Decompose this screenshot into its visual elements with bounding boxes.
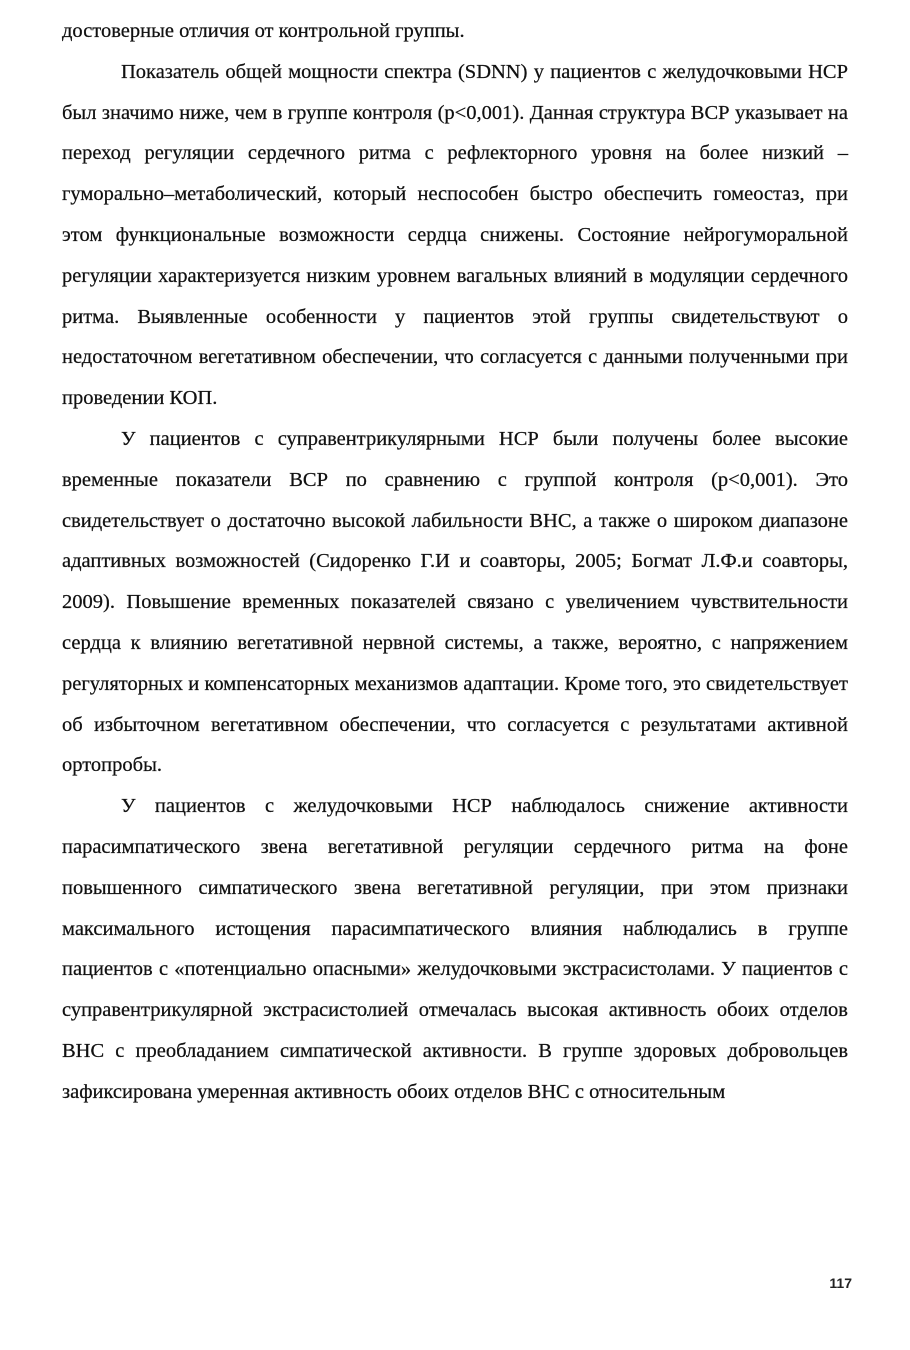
paragraph-ventricular: У пациентов с желудочковыми НСР наблюдалось снижение активности парасимпатического звена вегетативной регуляции сердечного ритма на фоне повышенного симпатического звена вегетативной регуляции, при этом признаки максимального истощения парасимпатического влияния наблюдались в группе пациентов с «потенциально опасными» желудочковыми экстрасистолами. У пациентов с суправентрикулярной экстрасистолией отмечалась высокая активность обоих отделов ВНС с преобладанием симпатической активности. В группе здоровых добровольцев зафиксирована умеренная активность обоих отделов ВНС с относительным (62, 795, 848, 1103)
body-text (62, 11, 848, 1113)
page-number: 117 (829, 1275, 852, 1291)
paragraph-sdnn: Показатель общей мощности спектра (SDNN) у пациентов с желудочковыми НСР был значимо ниже, чем в группе контроля (р<0,001). Данная структура ВСР указывает на переход регуляции сердечного ритма с рефлекторного уровня на более низкий – гуморально–метаболический, который неспособен быстро обеспечить гомеостаз, при этом функциональные возможности сердца снижены. Состояние нейрогуморальной регуляции характеризуется низким уровнем вагальных влияний в модуляции сердечного ритма. Выявленные особенности у пациентов этой группы свидетельствуют о недостаточном вегетативном обеспечении, что согласуется с данными полученными при проведении КОП. (62, 60, 848, 410)
paragraph-supraventricular: У пациентов с суправентрикулярными НСР были получены более высокие временные показатели ВСР по сравнению с группой контроля (р<0,001). Это свидетельствует о достаточно высокой лабильности ВНС, а также о широком диапазоне адаптивных возможностей (Сидоренко Г.И и соавторы, 2005; Богмат Л.Ф.и соавторы, 2009). Повышение временных показателей связано с увеличением чувствительности сердца к влиянию вегетативной нервной системы, а также, вероятно, с напряжением регуляторных и компенсаторных механизмов адаптации. Кроме того, это свидетельствует об избыточном вегетативном обеспечении, что согласуется с результатами активной ортопробы. (62, 427, 848, 777)
paragraph-continuation: достоверные отличия от контрольной группы. (62, 20, 465, 42)
